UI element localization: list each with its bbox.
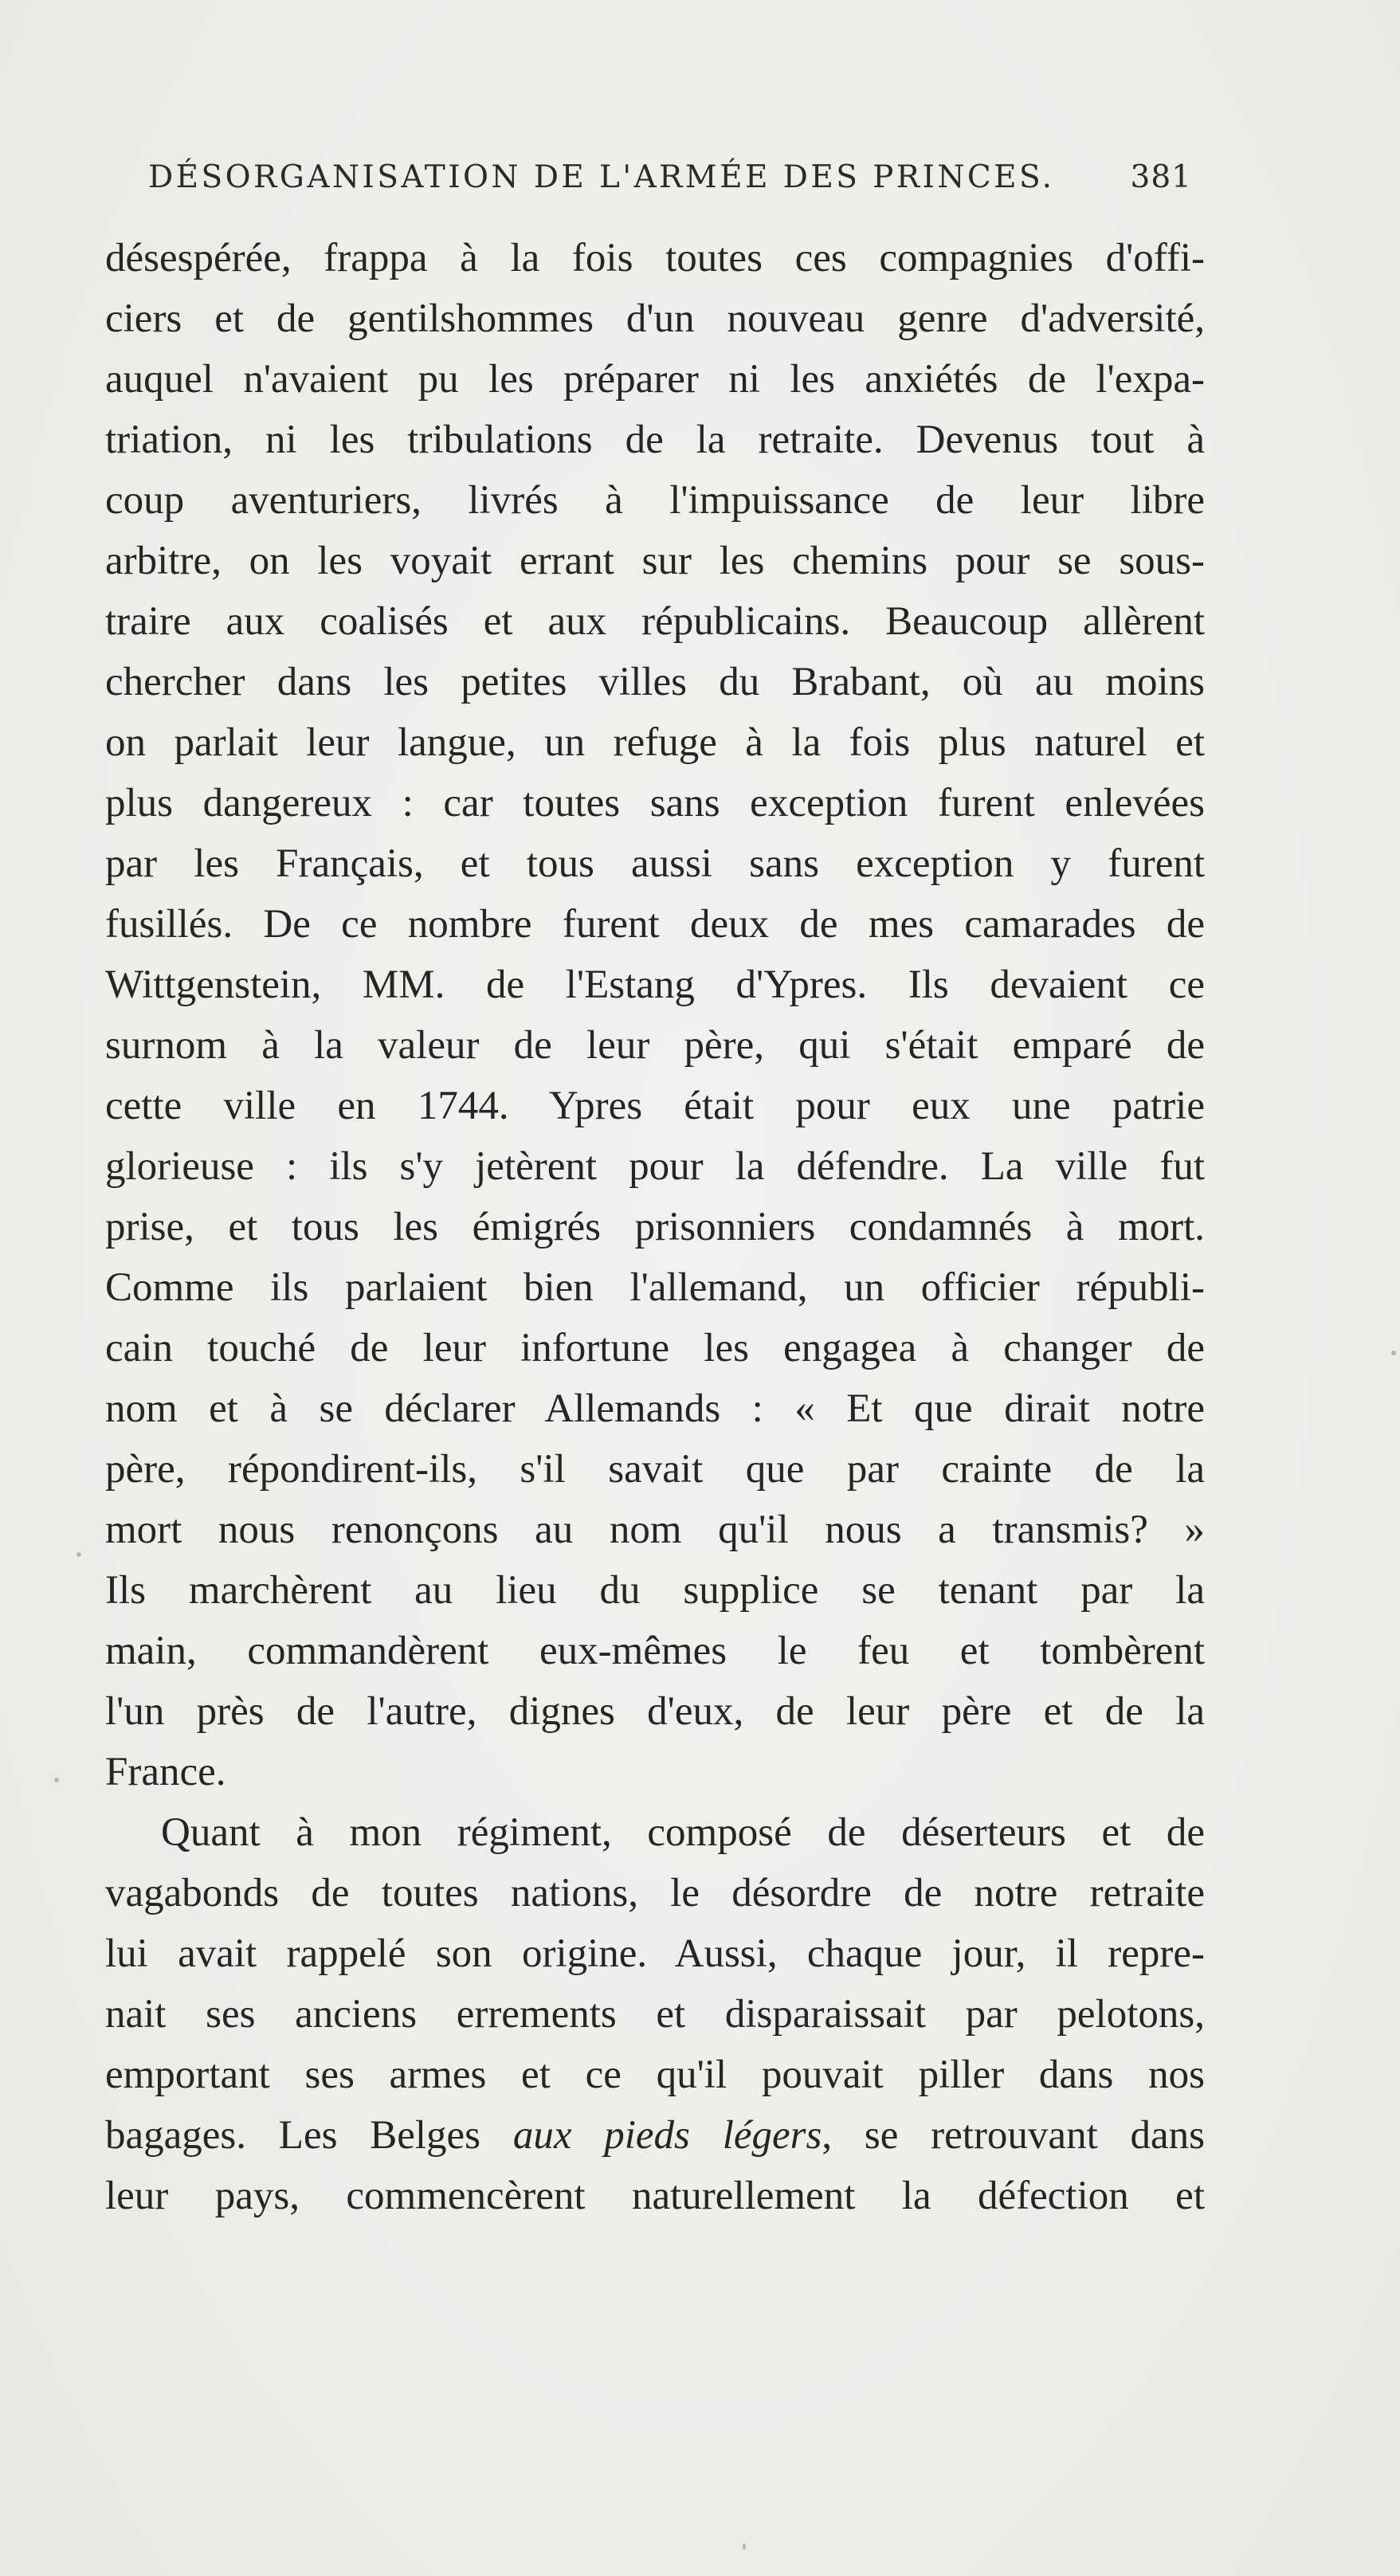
- text-line: Comme ils parlaient bien l'allemand, un officier républi-: [105, 1265, 1205, 1310]
- paper-speck: [76, 1552, 81, 1557]
- body-text: [105, 228, 1205, 2226]
- text-line: Ils marchèrent au lieu du supplice se tenant par la: [105, 1568, 1205, 1613]
- text-line: main, commandèrent eux-mêmes le feu et tombèrent: [105, 1629, 1205, 1673]
- text-line: l'un près de l'autre, dignes d'eux, de leur père et de la: [105, 1689, 1205, 1734]
- text-line: par les Français, et tous aussi sans exception y furent: [105, 841, 1205, 886]
- page-number: 381: [1130, 159, 1192, 195]
- running-head: [148, 159, 1192, 207]
- text-line: arbitre, on les voyait errant sur les chemins pour se sous-: [105, 539, 1205, 583]
- chapter-title: DÉSORGANISATION DE L'ARMÉE DES PRINCES.: [148, 159, 1055, 195]
- text-line: fusillés. De ce nombre furent deux de mes camarades de: [105, 902, 1205, 947]
- text-line: plus dangereux : car toutes sans exception furent enlevées: [105, 781, 1205, 825]
- text-segment: , se retrouvant dans: [822, 2113, 1206, 2158]
- text-line: ciers et de gentilshommes d'un nouveau genre d'adversité,: [105, 296, 1205, 341]
- text-line: vagabonds de toutes nations, le désordre de notre retraite: [105, 1871, 1205, 1915]
- text-line: désespérée, frappa à la fois toutes ces compagnies d'offi-: [105, 236, 1205, 280]
- text-line: mort nous renonçons au nom qu'il nous a transmis? »: [105, 1508, 1205, 1552]
- paper-speck: [1391, 1351, 1396, 1355]
- text-line: cain touché de leur infortune les engagea à changer de: [105, 1326, 1205, 1370]
- text-segment: bagages. Les Belges: [105, 2113, 513, 2158]
- text-line: triation, ni les tribulations de la retraite. Devenus tout à: [105, 418, 1205, 462]
- text-line: nom et à se déclarer Allemands : « Et que dirait notre: [105, 1386, 1205, 1431]
- text-line: emportant ses armes et ce qu'il pouvait piller dans nos: [105, 2053, 1205, 2097]
- paper-speck: [743, 2543, 746, 2550]
- text-line: cette ville en 1744. Ypres était pour eux une patrie: [105, 1084, 1205, 1128]
- text-line-with-italic: [105, 2105, 1205, 2166]
- paper-speck: [54, 1778, 59, 1782]
- text-line: père, répondirent-ils, s'il savait que par crainte de la: [105, 1447, 1205, 1492]
- paragraph-start-line: Quant à mon régiment, composé de déserteurs et de: [161, 1810, 1205, 1855]
- text-line: Wittgenstein, MM. de l'Estang d'Ypres. Ils devaient ce: [105, 963, 1205, 1007]
- text-line: on parlait leur langue, un refuge à la fois plus naturel et: [105, 720, 1205, 765]
- text-line: surnom à la valeur de leur père, qui s'était emparé de: [105, 1023, 1205, 1068]
- text-line: leur pays, commencèrent naturellement la défection et: [105, 2174, 1205, 2218]
- text-line: prise, et tous les émigrés prisonniers condamnés à mort.: [105, 1205, 1205, 1249]
- text-line: auquel n'avaient pu les préparer ni les anxiétés de l'expa-: [105, 357, 1205, 402]
- text-line: nait ses anciens errements et disparaissait par pelotons,: [105, 1992, 1205, 2037]
- text-line: chercher dans les petites villes du Brabant, où au moins: [105, 660, 1205, 704]
- paragraph-end-line: France.: [105, 1750, 226, 1794]
- text-line: coup aventuriers, livrés à l'impuissance de leur libre: [105, 478, 1205, 523]
- text-line: lui avait rappelé son origine. Aussi, chaque jour, il repre-: [105, 1931, 1205, 1976]
- text-line: traire aux coalisés et aux républicains. Beaucoup allèrent: [105, 599, 1205, 644]
- italic-phrase: aux pieds légers: [512, 2113, 822, 2158]
- text-line: glorieuse : ils s'y jetèrent pour la défendre. La ville fut: [105, 1144, 1205, 1189]
